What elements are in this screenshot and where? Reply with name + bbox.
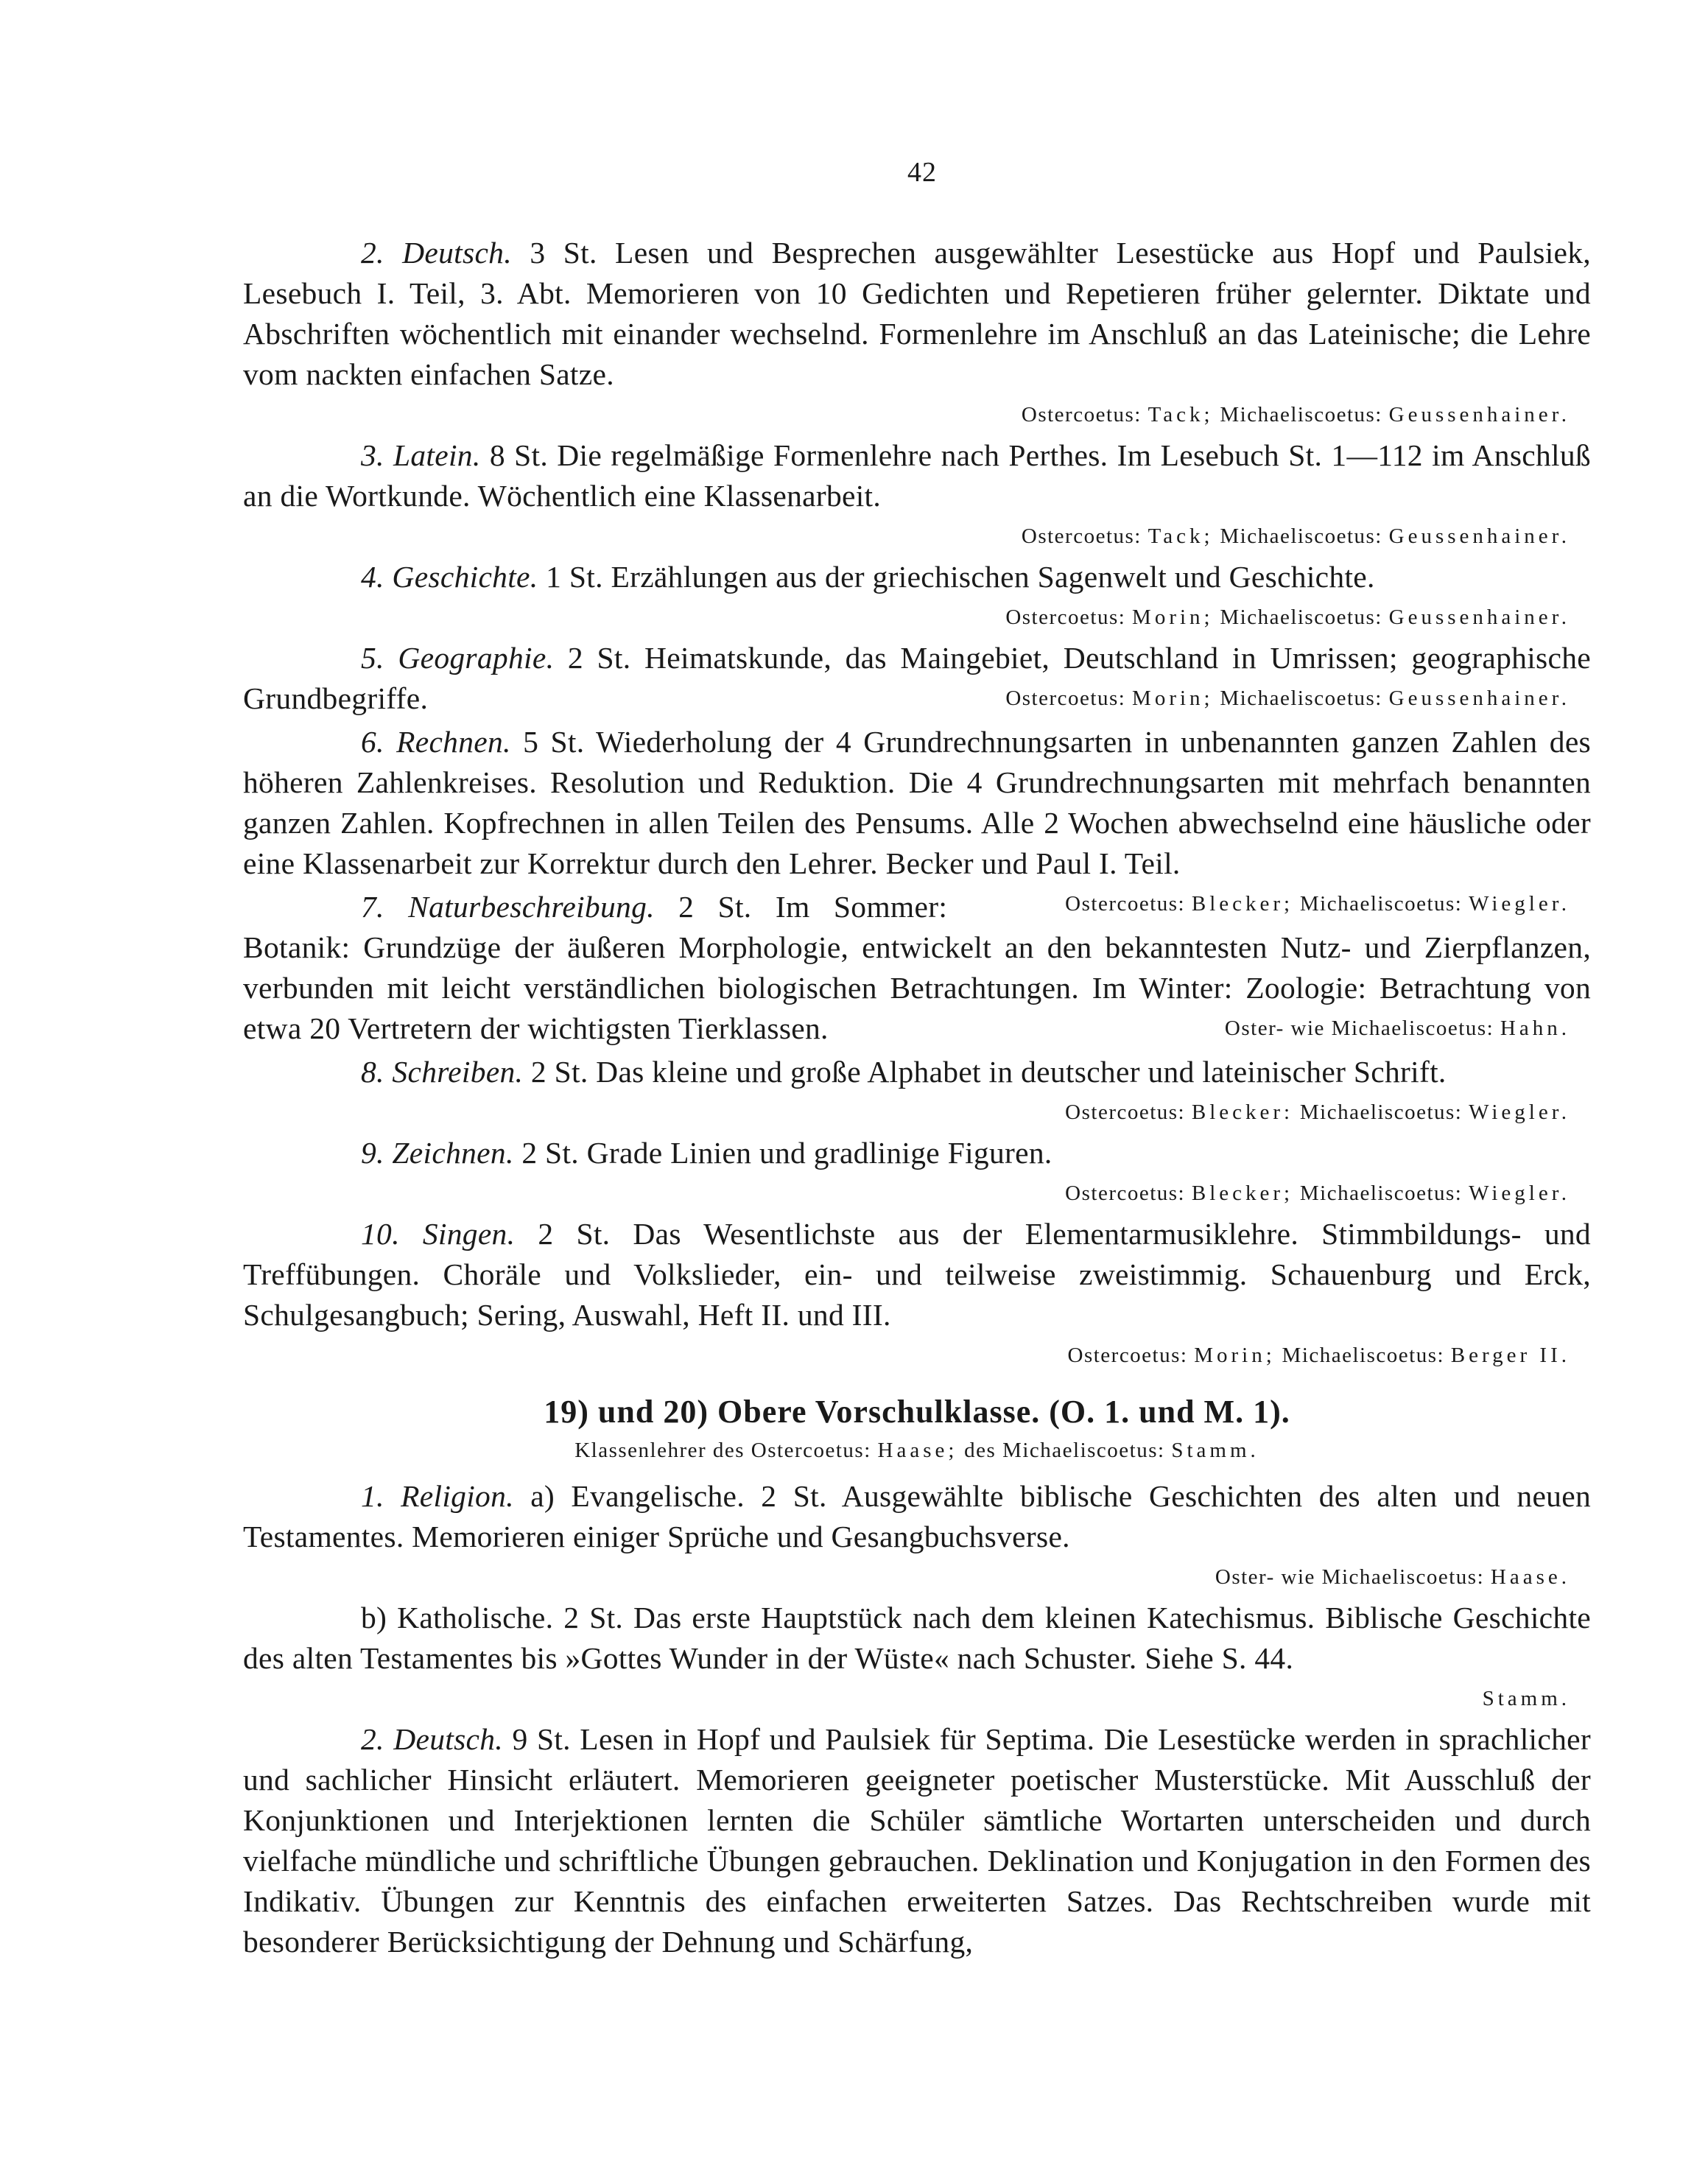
teacher-prefix: Michaeliscoetus: xyxy=(1299,1181,1463,1205)
teacher-prefix: Ostercoetus: xyxy=(1065,1181,1186,1205)
teacher-name: Wiegler. xyxy=(1469,892,1570,916)
section-text: 5 St. Wiederholung der 4 Grundrechnungsarten in unbenannten ganzen Zahlen des höheren Zahlenkreises. Resolution und Reduktion. Die 4 Grundrechnungsarten mit mehrfach benannten ganzen Zahlen. Kopfrechnen in allen Teilen des Pensums. Alle 2 Wochen abwechselnd eine häusliche oder eine Klassenarbeit zur Korrektur durch den Lehrer. Becker und Paul I. Teil. xyxy=(243,725,1591,880)
teacher-prefix: Michaeliscoetus: xyxy=(1220,524,1382,548)
teacher-name: Haase. xyxy=(1490,1565,1570,1589)
section-zeichnen xyxy=(243,1133,1591,1173)
teacher-name: Haase; xyxy=(877,1439,958,1462)
teacher-name: Geussenhainer. xyxy=(1388,605,1570,629)
teacher-name: Wiegler. xyxy=(1469,1181,1570,1205)
section-number: 3. xyxy=(361,438,384,472)
section-number: 7. xyxy=(361,890,384,924)
section-text: 2 St. Das Wesentlichste aus der Elementarmusiklehre. Stimmbildungs- und Treffübungen. Choräle und Volkslieder, ein- und teilweise zweistimmig. Schauenburg und Erck, Schulgesangbuch; Sering, Auswahl, Heft II. und III. xyxy=(243,1217,1591,1332)
section-subject: Naturbeschreibung. xyxy=(408,890,655,924)
section-text: 1 St. Erzählungen aus der griechischen Sagenwelt und Geschichte. xyxy=(546,560,1375,594)
page-number: 42 xyxy=(907,157,937,188)
section-subject: Latein. xyxy=(393,438,481,472)
section-text: 9 St. Lesen in Hopf und Paulsiek für Septima. Die Lesestücke werden in sprachlicher und sachlicher Hinsicht erläutert. Memorieren geeigneter poetischer Musterstücke. Mit Ausschluß der Konjunktionen und Interjektionen lernten die Schüler sämtliche Wortarten unterscheiden und durch vielfache mündliche und schriftliche Übungen gebrauchen. Deklination und Konjugation in den Formen des Indikativ. Übungen zur Kenntnis des einfachen erweiterten Satzes. Das Rechtschreiben wurde mit besonderer Berücksichtigung der Dehnung und Schärfung, xyxy=(243,1722,1591,1959)
teacher-line xyxy=(243,516,1591,557)
section-number: 5. xyxy=(361,641,384,675)
section-number: 2. xyxy=(361,236,384,270)
section-text: b) Katholische. 2 St. Das erste Hauptstück nach dem kleinen Katechismus. Biblische Geschichte des alten Testamentes bis »Gottes Wunder in der Wüste« nach Schuster. Siehe S. 44. xyxy=(243,1601,1591,1675)
section-subject: Deutsch. xyxy=(402,236,512,270)
teacher-name: Stamm. xyxy=(1171,1439,1259,1462)
teacher-name: Tack; xyxy=(1148,524,1214,548)
teacher-prefix: Ostercoetus: xyxy=(1021,524,1142,548)
teacher-prefix: Klassenlehrer des Ostercoetus: xyxy=(574,1439,871,1462)
section-subject: Zeichnen. xyxy=(392,1136,514,1170)
teacher-prefix: Ostercoetus: xyxy=(1065,892,1186,916)
teacher-name: Hahn. xyxy=(1500,1016,1570,1040)
class-heading: 19) und 20) Obere Vorschulklasse. (O. 1. und M. 1). xyxy=(544,1394,1290,1430)
class-teacher-line xyxy=(243,1435,1591,1466)
teacher-line xyxy=(888,678,1591,719)
section-number: 6. xyxy=(361,725,384,759)
teacher-name: Berger II. xyxy=(1450,1344,1570,1367)
section-text: 2 St. Heimatskunde, das Maingebiet, Deutschland in Umrissen; geographische Grundbegriffe. xyxy=(243,641,1591,715)
teacher-line xyxy=(243,395,1591,435)
teacher-line xyxy=(947,884,1591,924)
section-geographie xyxy=(243,638,1591,719)
teacher-name: Blecker; xyxy=(1191,1181,1294,1205)
section-number: 9. xyxy=(361,1136,384,1170)
teacher-name: Wiegler. xyxy=(1469,1100,1570,1124)
section-latein xyxy=(243,435,1591,516)
section-number: 8. xyxy=(361,1055,384,1089)
teacher-prefix: Ostercoetus: xyxy=(1005,605,1126,629)
teacher-prefix: Ostercoetus: xyxy=(1065,1100,1186,1124)
section-subject: Singen. xyxy=(422,1217,516,1251)
section-religion-b xyxy=(243,1598,1591,1679)
section-singen xyxy=(243,1214,1591,1335)
section-text: 2 St. Grade Linien und gradlinige Figuren. xyxy=(521,1136,1052,1170)
teacher-line xyxy=(243,1092,1591,1133)
section-deutsch xyxy=(243,233,1591,395)
teacher-line xyxy=(243,597,1591,638)
section-subject: Geographie. xyxy=(398,641,555,675)
section-number: 10. xyxy=(361,1217,400,1251)
teacher-prefix: Michaeliscoetus: xyxy=(1299,892,1463,916)
teacher-name: Blecker: xyxy=(1191,1100,1294,1124)
teacher-prefix: Ostercoetus: xyxy=(1005,687,1126,710)
section-religion xyxy=(243,1476,1591,1557)
teacher-prefix: Michaeliscoetus: xyxy=(1220,403,1382,426)
teacher-prefix: Ostercoetus: xyxy=(1067,1344,1188,1367)
teacher-line xyxy=(1107,1008,1591,1049)
section-number: 1. xyxy=(361,1479,384,1513)
page-body xyxy=(243,233,1591,1962)
teacher-line xyxy=(243,1679,1591,1719)
teacher-prefix: des Michaeliscoetus: xyxy=(964,1439,1165,1462)
section-schreiben xyxy=(243,1052,1591,1092)
section-text: a) Evangelische. 2 St. Ausgewählte biblische Geschichten des alten und neuen Testamentes. Memorieren einiger Sprüche und Gesangbuchsverse. xyxy=(243,1479,1591,1553)
section-text: 2 St. Im Sommer: Botanik: Grundzüge der äußeren Morphologie, entwickelt an den bekanntesten Nutz- und Zierpflanzen, verbunden mit leicht verständlichen biologischen Betrachtungen. Im Winter: Zoologie: Betrachtung von etwa 20 Vertretern der wichtigsten Tierklassen. xyxy=(243,890,1591,1045)
section-number: 4. xyxy=(361,560,384,594)
section-deutsch-vorschule xyxy=(243,1719,1591,1962)
section-subject: Geschichte. xyxy=(392,560,538,594)
teacher-name: Tack; xyxy=(1148,403,1214,426)
section-subject: Rechnen. xyxy=(396,725,511,759)
teacher-prefix: Michaeliscoetus: xyxy=(1282,1344,1445,1367)
teacher-prefix: Michaeliscoetus: xyxy=(1220,687,1382,710)
teacher-name: Morin; xyxy=(1132,687,1214,710)
teacher-name: Geussenhainer. xyxy=(1388,403,1570,426)
section-subject: Deutsch. xyxy=(393,1722,503,1756)
teacher-line xyxy=(243,1335,1591,1376)
teacher-prefix: Oster- wie Michaeliscoetus: xyxy=(1224,1016,1494,1040)
section-subject: Schreiben. xyxy=(392,1055,524,1089)
teacher-line xyxy=(243,1173,1591,1214)
teacher-name: Morin; xyxy=(1194,1344,1276,1367)
section-number: 2. xyxy=(361,1722,384,1756)
section-text: 3 St. Lesen und Besprechen ausgewählter Lesestücke aus Hopf und Paulsiek, Lesebuch I. Teil, 3. Abt. Memorieren von 10 Gedichten und Repetieren früher gelernter. Diktate und Abschriften wöchentlich mit einander wechselnd. Formenlehre im Anschluß an das Lateinische; die Lehre vom nackten einfachen Satze. xyxy=(243,236,1591,391)
teacher-name: Morin; xyxy=(1132,605,1214,629)
teacher-prefix: Oster- wie Michaeliscoetus: xyxy=(1215,1565,1485,1589)
teacher-name: Blecker; xyxy=(1191,892,1294,916)
section-subject: Religion. xyxy=(401,1479,514,1513)
section-text: 2 St. Das kleine und große Alphabet in deutscher und lateinischer Schrift. xyxy=(530,1055,1447,1089)
teacher-name: Geussenhainer. xyxy=(1388,687,1570,710)
section-text: 8 St. Die regelmäßige Formenlehre nach Perthes. Im Lesebuch St. 1—112 im Anschluß an die Wortkunde. Wöchentlich eine Klassenarbeit. xyxy=(243,438,1591,513)
teacher-prefix: Ostercoetus: xyxy=(1021,403,1142,426)
teacher-prefix: Michaeliscoetus: xyxy=(1220,605,1382,629)
teacher-prefix: Michaeliscoetus: xyxy=(1299,1100,1463,1124)
teacher-line xyxy=(243,1557,1591,1598)
section-geschichte xyxy=(243,557,1591,597)
teacher-name: Stamm. xyxy=(1482,1687,1570,1710)
teacher-name: Geussenhainer. xyxy=(1388,524,1570,548)
